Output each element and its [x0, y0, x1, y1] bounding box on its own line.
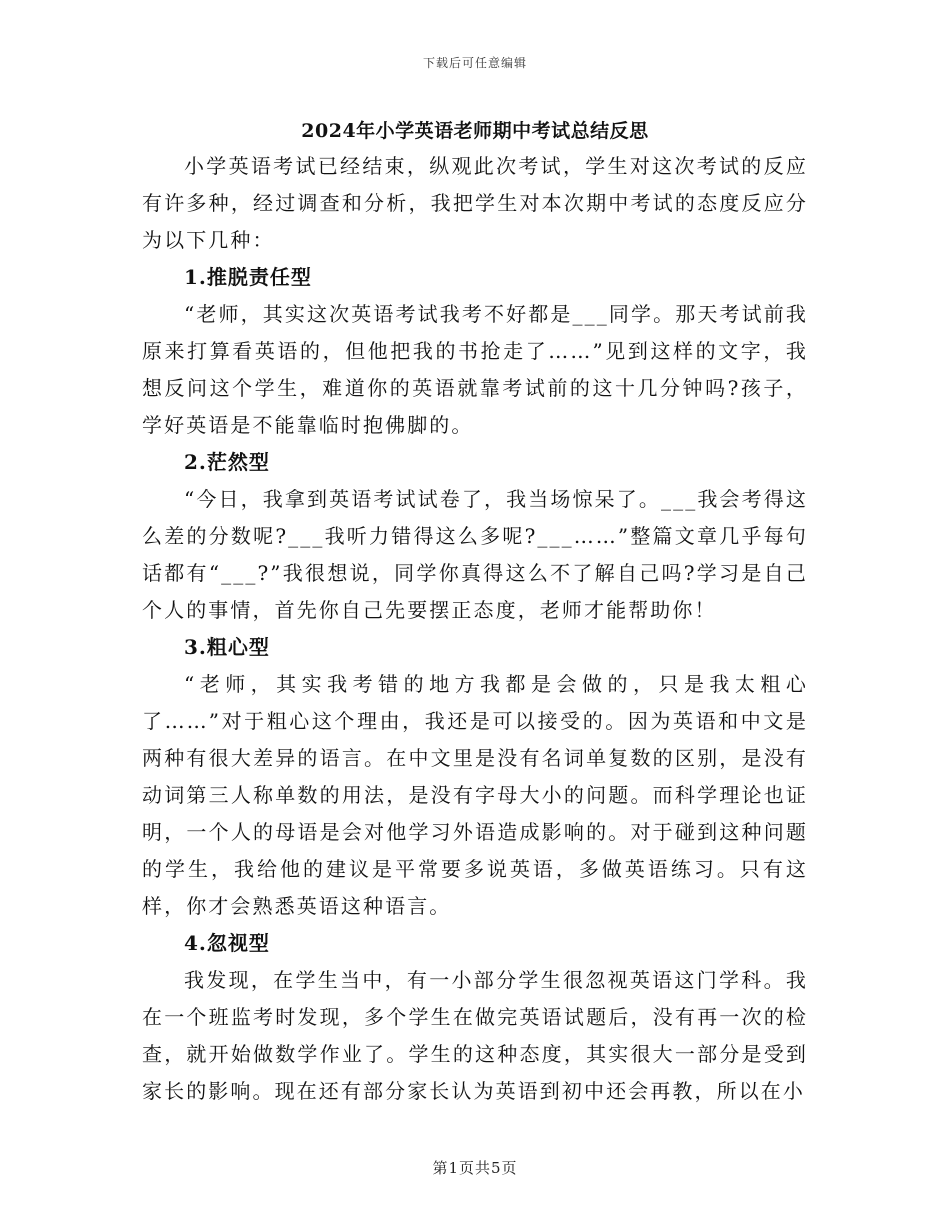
- section-heading-4: 4.忽视型: [184, 931, 270, 955]
- document-title: 2024年小学英语老师期中考试总结反思: [301, 120, 649, 142]
- section-heading-2: 2.茫然型: [184, 450, 270, 474]
- section-heading-1: 1.推脱责任型: [184, 265, 312, 289]
- section-body-1: “老师，其实这次英语考试我考不好都是___同学。那天考试前我原来打算看英语的，但他把我的书抢走了……”见到这样的文字，我想反问这个学生，难道你的英语就靠考试前的这十几分钟吗?孩子，学好英语是不能靠临时抱佛脚的。: [142, 302, 808, 437]
- intro-paragraph: 小学英语考试已经结束，纵观此次考试，学生对这次考试的反应有许多种，经过调查和分析，我把学生对本次期中考试的态度反应分为以下几种：: [142, 154, 808, 252]
- section-body-2: “今日，我拿到英语考试试卷了，我当场惊呆了。___我会考得这么差的分数呢?___我听力错得这么多呢?___……”整篇文章几乎每句话都有“___?”我很想说，同学你真得这么不了解自己吗?学习是自己个人的事情，首先你自己先要摆正态度，老师才能帮助你！: [142, 487, 808, 622]
- section-body-4: 我发现，在学生当中，有一小部分学生很忽视英语这门学科。我在一个班监考时发现，多个学生在做完英语试题后，没有再一次的检查，就开始做数学作业了。学生的这种态度，其实很大一部分是受到家长的影响。现在还有部分家长认为英语到初中还会再教，所以在小: [142, 968, 808, 1103]
- header-note: 下载后可任意编辑: [422, 56, 527, 70]
- page-number: 第1页共5页: [432, 1159, 518, 1177]
- document-body: [142, 148, 808, 1110]
- section-heading-3: 3.粗心型: [184, 635, 270, 659]
- section-body-3: “老师，其实我考错的地方我都是会做的，只是我太粗心了……”对于粗心这个理由，我还是可以接受的。因为英语和中文是两种有很大差异的语言。在中文里是没有名词单复数的区别，是没有动词第三人称单数的用法，是没有字母大小的问题。而科学理论也证明，一个人的母语是会对他学习外语造成影响的。对于碰到这种问题的学生，我给他的建议是平常要多说英语，多做英语练习。只有这样，你才会熟悉英语这种语言。: [142, 672, 808, 918]
